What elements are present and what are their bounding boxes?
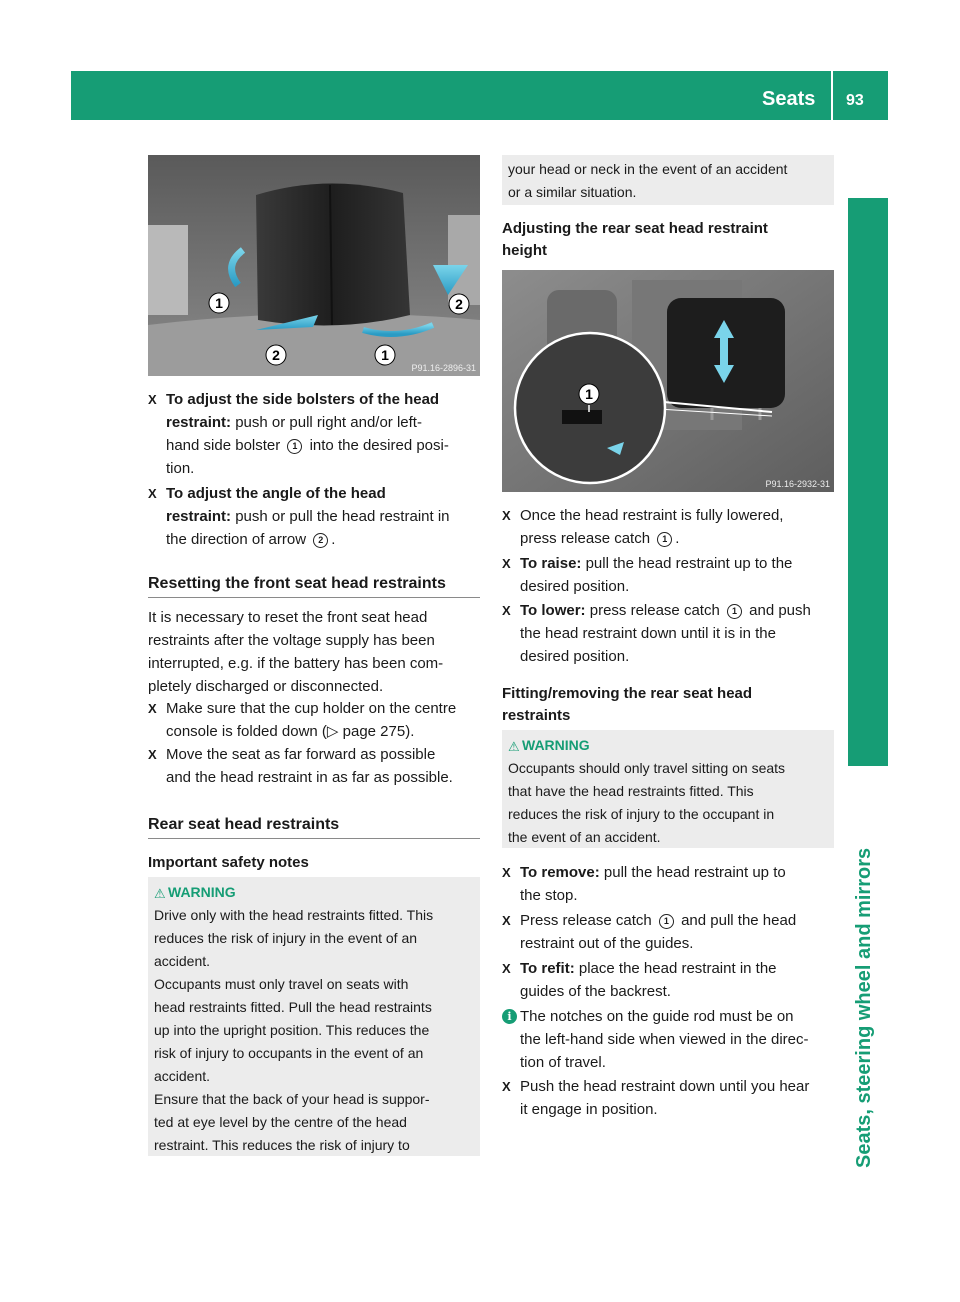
rear-head-restraint-illustration [502, 270, 834, 492]
warning-triangle-icon: ⚠ [154, 886, 166, 901]
callout-2a: 2 [455, 296, 463, 312]
step-adjust-angle: X To adjust the angle of the head restraint: push or pull the head restraint in the direction of arrow 2 . [148, 482, 498, 551]
step-marker: X [502, 865, 511, 880]
warning-box-continued: your head or neck in the event of an accident or a similar situation. [502, 155, 834, 205]
warning-header: ⚠ WARNING [154, 881, 474, 904]
step-marker: X [502, 603, 511, 618]
step-refit: X To refit: place the head restraint in the guides of the backrest. [502, 957, 852, 1003]
heading-rule [148, 838, 480, 839]
callout-ref: 1 [727, 604, 742, 619]
page-number: 93 [846, 92, 864, 109]
warning-triangle-icon: ⚠ [508, 739, 520, 754]
info-icon: i [502, 1009, 517, 1024]
step-marker: X [148, 747, 157, 762]
step-marker: X [148, 701, 157, 716]
step-marker: X [502, 961, 511, 976]
side-tab [848, 198, 888, 766]
step-move-seat: X Move the seat as far forward as possible and the head restraint in as far as possible. [148, 743, 498, 789]
step-raise: X To raise: pull the head restraint up to the desired position. [502, 552, 852, 598]
step-adjust-bolsters: X To adjust the side bolsters of the head restraint: push or pull right and/or left- hand side bolster 1 into the desired posi- tion. [148, 388, 498, 480]
front-head-restraint-photo [148, 155, 480, 376]
heading-rear-restraints: Rear seat head restraints [148, 816, 340, 833]
heading-reset-front: Resetting the front seat head restraints [148, 575, 446, 592]
warning-header: ⚠ WARNING [508, 734, 828, 757]
step-push-down: X Push the head restraint down until you hear it engage in position. [502, 1075, 852, 1121]
step-cup-holder: X Make sure that the cup holder on the centre console is folded down (▷ page 275). [148, 697, 498, 743]
warning-box-right [502, 730, 834, 848]
step-press-catch: X Press release catch 1 and pull the head restraint out of the guides. [502, 909, 852, 955]
step-marker: X [502, 508, 511, 523]
step-marker: X [148, 392, 157, 407]
info-note: i The notches on the guide rod must be on the left-hand side when viewed in the direc- tion of travel. [502, 1005, 836, 1074]
warning-text: Occupants should only travel sitting on seats that have the head restraints fitted. This reduces the risk of injury to the occupant in the event of an accident. [508, 760, 786, 845]
callout-1c: 1 [585, 386, 593, 402]
step-marker: X [148, 486, 157, 501]
step-marker: X [502, 1079, 511, 1094]
header-divider [831, 71, 833, 120]
heading-fit-remove: Fitting/removing the rear seat head restraints [502, 685, 753, 724]
callout-1b: 1 [381, 347, 389, 363]
step-remove: X To remove: pull the head restraint up to the stop. [502, 861, 852, 907]
callout-2b: 2 [272, 347, 280, 363]
warning-box-left [148, 877, 480, 1156]
step-marker: X [502, 556, 511, 571]
callout-ref: 1 [659, 914, 674, 929]
rear-head-restraint-photo [502, 270, 834, 492]
side-tab-label: Seats, steering wheel and mirrors [853, 847, 875, 1168]
step-marker: X [502, 913, 511, 928]
photo-code: P91.16-2896-31 [411, 363, 476, 373]
photo-code: P91.16-2932-31 [765, 479, 830, 489]
callout-1a: 1 [215, 295, 223, 311]
callout-ref: 1 [287, 439, 302, 454]
reset-paragraph: It is necessary to reset the front seat head restraints after the voltage supply has been interrupted, e.g. if the battery has been com- pletely discharged or disconnected. [148, 609, 444, 695]
heading-rule [148, 597, 480, 598]
step-once-lowered: X Once the head restraint is fully lowered, press release catch 1 . [502, 504, 852, 550]
callout-ref: 2 [313, 533, 328, 548]
subheading-safety: Important safety notes [148, 854, 309, 871]
callout-ref: 1 [657, 532, 672, 547]
section-title: Seats [762, 88, 816, 110]
heading-adjust-rear-height: Adjusting the rear seat head restraint height [502, 220, 768, 259]
step-lower: X To lower: press release catch 1 and push the head restraint down until it is in the desired position. [502, 599, 852, 668]
front-head-restraint-illustration [148, 155, 480, 376]
warning-text: Drive only with the head restraints fitted. This reduces the risk of injury in the event of an accident. Occupants must only travel on seats with head restraints fitted. Pull the head restraints up into the upright position. This reduces the risk of injury to occupants in the event of an accident. Ensure that the back of your head is suppor- ted at eye level by the centre of the head restraint. This reduces the risk of injury to [154, 907, 434, 1153]
